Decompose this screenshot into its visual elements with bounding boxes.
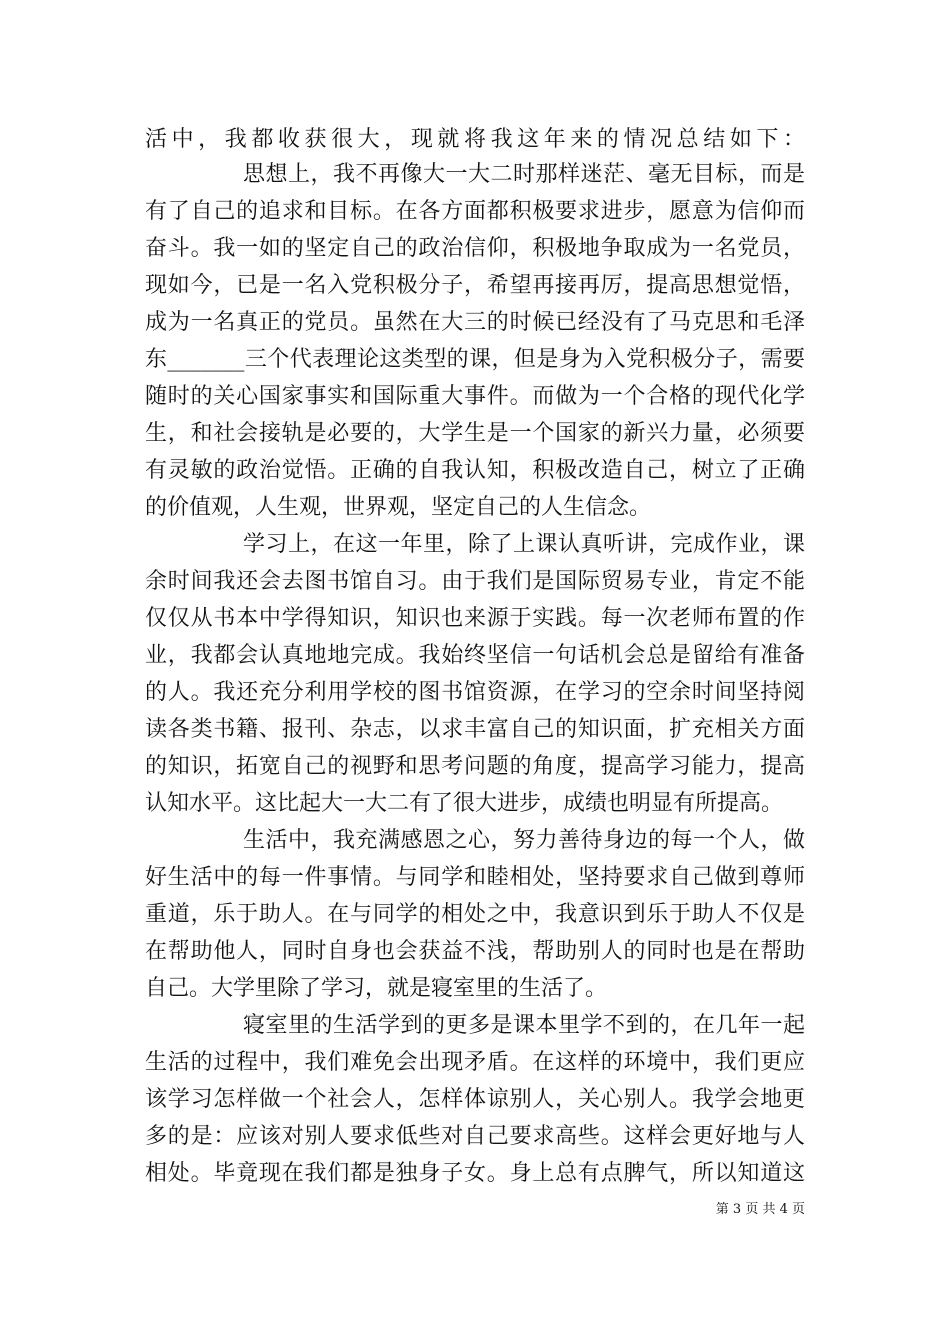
paragraph-dorm-start: 寝室里的生活学到的更多是课本里学不到的，在几年一起 bbox=[243, 1013, 805, 1038]
page-number-footer: 第 3 页 共 4 页 bbox=[715, 1202, 805, 1217]
text-line: 的价值观，人生观，世界观，坚定自己的人生信念。 bbox=[145, 495, 652, 520]
paragraph-life-start: 生活中，我充满感恩之心，努力善待身边的每一个人，做 bbox=[243, 828, 805, 853]
text-line: 生，和社会接轨是必要的，大学生是一个国家的新兴力量，必须要 bbox=[145, 421, 805, 446]
text-line: 自己。大学里除了学习，就是寝室里的生活了。 bbox=[145, 976, 608, 1001]
text-line: 有灵敏的政治觉悟。正确的自我认知，积极改造自己，树立了正确 bbox=[145, 458, 805, 483]
text-line: 读各类书籍、报刊、杂志，以求丰富自己的知识面，扩充相关方面 bbox=[145, 717, 805, 742]
text-line: 的知识，拓宽自己的视野和思考问题的角度，提高学习能力，提高 bbox=[145, 754, 805, 779]
text-line: 有了自己的追求和目标。在各方面都积极要求进步，愿意为信仰而 bbox=[145, 199, 805, 224]
text-line: 多的是：应该对别人要求低些对自己要求高些。这样会更好地与人 bbox=[145, 1124, 805, 1149]
text-line: 余时间我还会去图书馆自习。由于我们是国际贸易专业，肯定不能 bbox=[145, 569, 805, 594]
paragraph-study-start: 学习上，在这一年里，除了上课认真听讲，完成作业，课 bbox=[243, 532, 805, 557]
text-line: 活中，我都收获很大，现就将我这年来的情况总结如下： bbox=[145, 127, 805, 152]
text-line: 仅仅从书本中学得知识，知识也来源于实践。每一次老师布置的作 bbox=[145, 606, 805, 631]
paragraph-thought-start: 思想上，我不再像大一大二时那样迷茫、毫无目标，而是 bbox=[243, 162, 805, 187]
text-line: 业，我都会认真地地完成。我始终坚信一句话机会总是留给有准备 bbox=[145, 643, 805, 668]
text-line: 好生活中的每一件事情。与同学和睦相处，坚持要求自己做到尊师 bbox=[145, 865, 805, 890]
text-line: 的人。我还充分利用学校的图书馆资源，在学习的空余时间坚持阅 bbox=[145, 680, 805, 705]
text-line: 在帮助他人，同时自身也会获益不浅，帮助别人的同时也是在帮助 bbox=[145, 939, 805, 964]
text-line: 奋斗。我一如的坚定自己的政治信仰，积极地争取成为一名党员， bbox=[145, 236, 805, 261]
text-line: 东_______三个代表理论这类型的课，但是身为入党积极分子，需要 bbox=[145, 347, 805, 372]
text-line: 成为一名真正的党员。虽然在大三的时候已经没有了马克思和毛泽 bbox=[145, 310, 805, 335]
text-line: 相处。毕竟现在我们都是独身子女。身上总有点脾气，所以知道这 bbox=[145, 1161, 805, 1186]
text-line: 随时的关心国家事实和国际重大事件。而做为一个合格的现代化学 bbox=[145, 384, 805, 409]
text-line: 重道，乐于助人。在与同学的相处之中，我意识到乐于助人不仅是 bbox=[145, 902, 805, 927]
text-line: 该学习怎样做一个社会人，怎样体谅别人，关心别人。我学会地更 bbox=[145, 1087, 805, 1112]
text-line: 认知水平。这比起大一大二有了很大进步，成绩也明显有所提高。 bbox=[145, 791, 784, 816]
text-line: 生活的过程中，我们难免会出现矛盾。在这样的环境中，我们更应 bbox=[145, 1050, 805, 1075]
text-line: 现如今，已是一名入党积极分子，希望再接再厉，提高思想觉悟， bbox=[145, 273, 805, 298]
